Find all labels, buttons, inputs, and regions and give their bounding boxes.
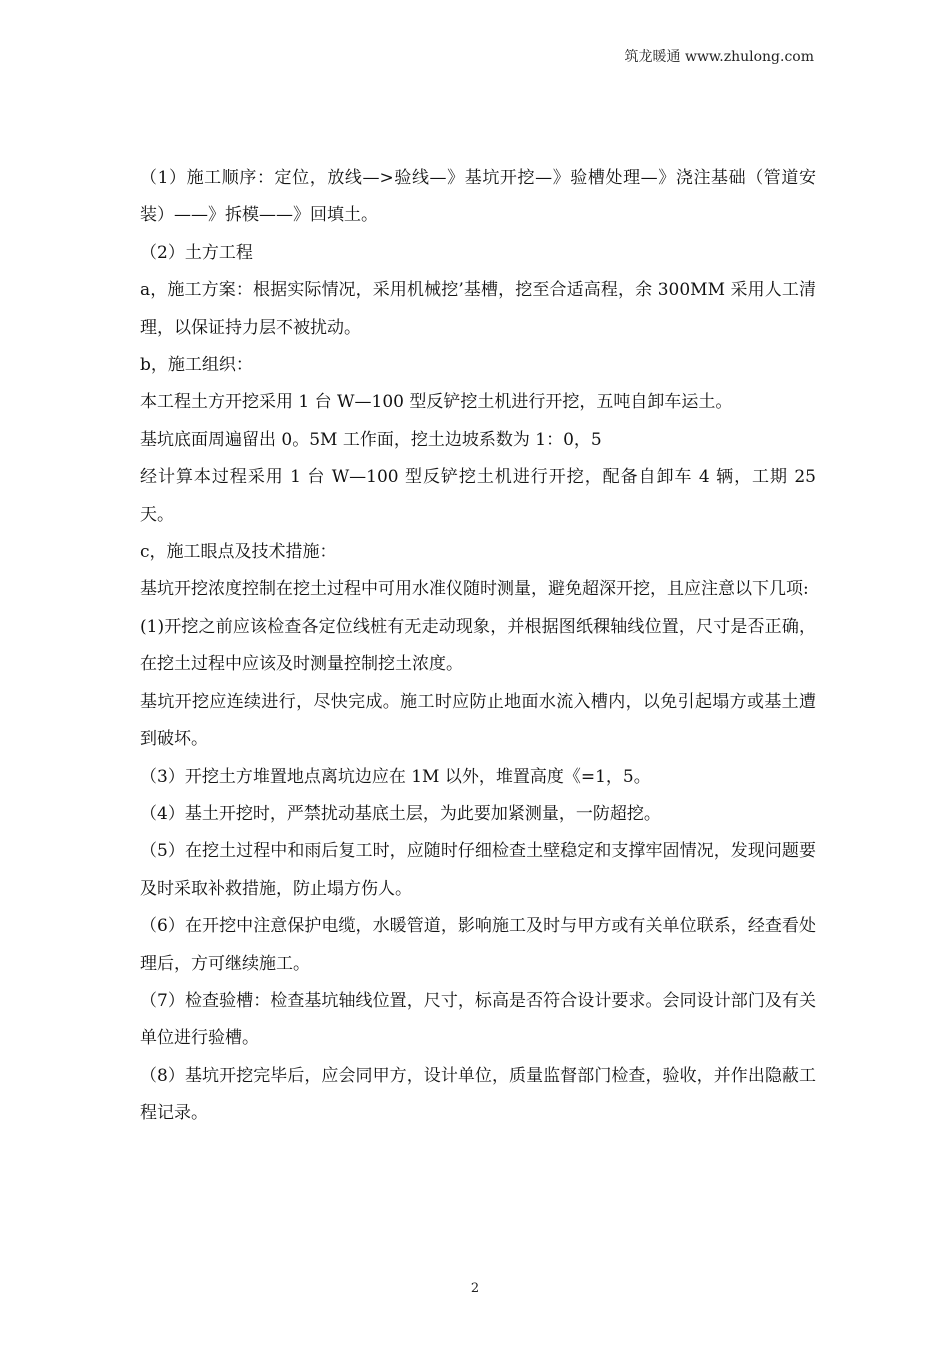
paragraph-depth-control: 基坑开挖浓度控制在挖土过程中可用水准仪随时测量，避免超深开挖，且应注意以下几项: xyxy=(140,579,809,600)
paragraph-item-1: (1)开挖之前应该检查各定位线桩有无走动现象，并根据图纸稞轴线位置，尺寸是否正确，在挖土过程中应该及时测量控制挖土浓度。 xyxy=(140,616,816,675)
paragraph-item-8: （8）基坑开挖完毕后，应会同甲方，设计单位，质量监督部门检查，验收，并作出隐蔽工程记录。 xyxy=(140,1065,816,1124)
paragraph-item-5: （5）在挖土过程中和雨后复工时，应随时仔细检查土壁稳定和支撑牢固情况，发现问题要及时采取补救措施，防止塌方伤人。 xyxy=(140,841,816,899)
page-number: 2 xyxy=(470,1281,480,1296)
paragraph-item-3: （3）开挖土方堆置地点离坑边应在 1M 以外，堆置高度《=1，5。 xyxy=(140,766,651,787)
paragraph-organization-heading: b，施工组织： xyxy=(140,355,253,376)
paragraph-measures-heading: c，施工眼点及技术措施： xyxy=(140,542,337,563)
document-body xyxy=(140,160,816,1133)
paragraph-continuous: 基坑开挖应连续进行，尽快完成。施工时应防止地面水流入槽内，以免引起塌方或基土遭到破坏。 xyxy=(140,691,816,750)
paragraph-plan: a，施工方案：根据实际情况，采用机械挖’基槽，挖至合适高程，余 300MM 采用人工清理，以保证持力层不被扰动。 xyxy=(140,280,816,338)
page-header: 筑龙暖通 www.zhulong.com xyxy=(624,49,814,65)
paragraph-item-7: （7）检查验槽：检查基坑轴线位置，尺寸，标高是否符合设计要求。会同设计部门及有关单位进行验槽。 xyxy=(140,990,816,1049)
paragraph-item-4: （4）基土开挖时，严禁扰动基底土层，为此要加紧测量，一防超挖。 xyxy=(140,803,661,824)
paragraph-calculation: 经计算本过程采用 1 台 W—100 型反铲挖土机进行开挖，配备自卸车 4 辆，工期 25 天。 xyxy=(140,467,816,525)
paragraph-construction-sequence: （1）施工顺序：定位，放线—>验线—》基坑开挖—》验槽处理—》浇注基础（管道安装）——》拆模——》回填土。 xyxy=(140,168,816,226)
paragraph-excavator: 本工程土方开挖采用 1 台 W—100 型反铲挖土机进行开挖，五吨自卸车运土。 xyxy=(140,392,733,413)
paragraph-earthwork-heading: （2）土方工程 xyxy=(140,242,253,263)
paragraph-item-6: （6）在开挖中注意保护电缆，水暖管道，影响施工及时与甲方或有关单位联系，经查看处理后，方可继续施工。 xyxy=(140,916,816,974)
paragraph-work-surface: 基坑底面周遍留出 0。5M 工作面，挖土边坡系数为 1：0，5 xyxy=(140,429,602,450)
